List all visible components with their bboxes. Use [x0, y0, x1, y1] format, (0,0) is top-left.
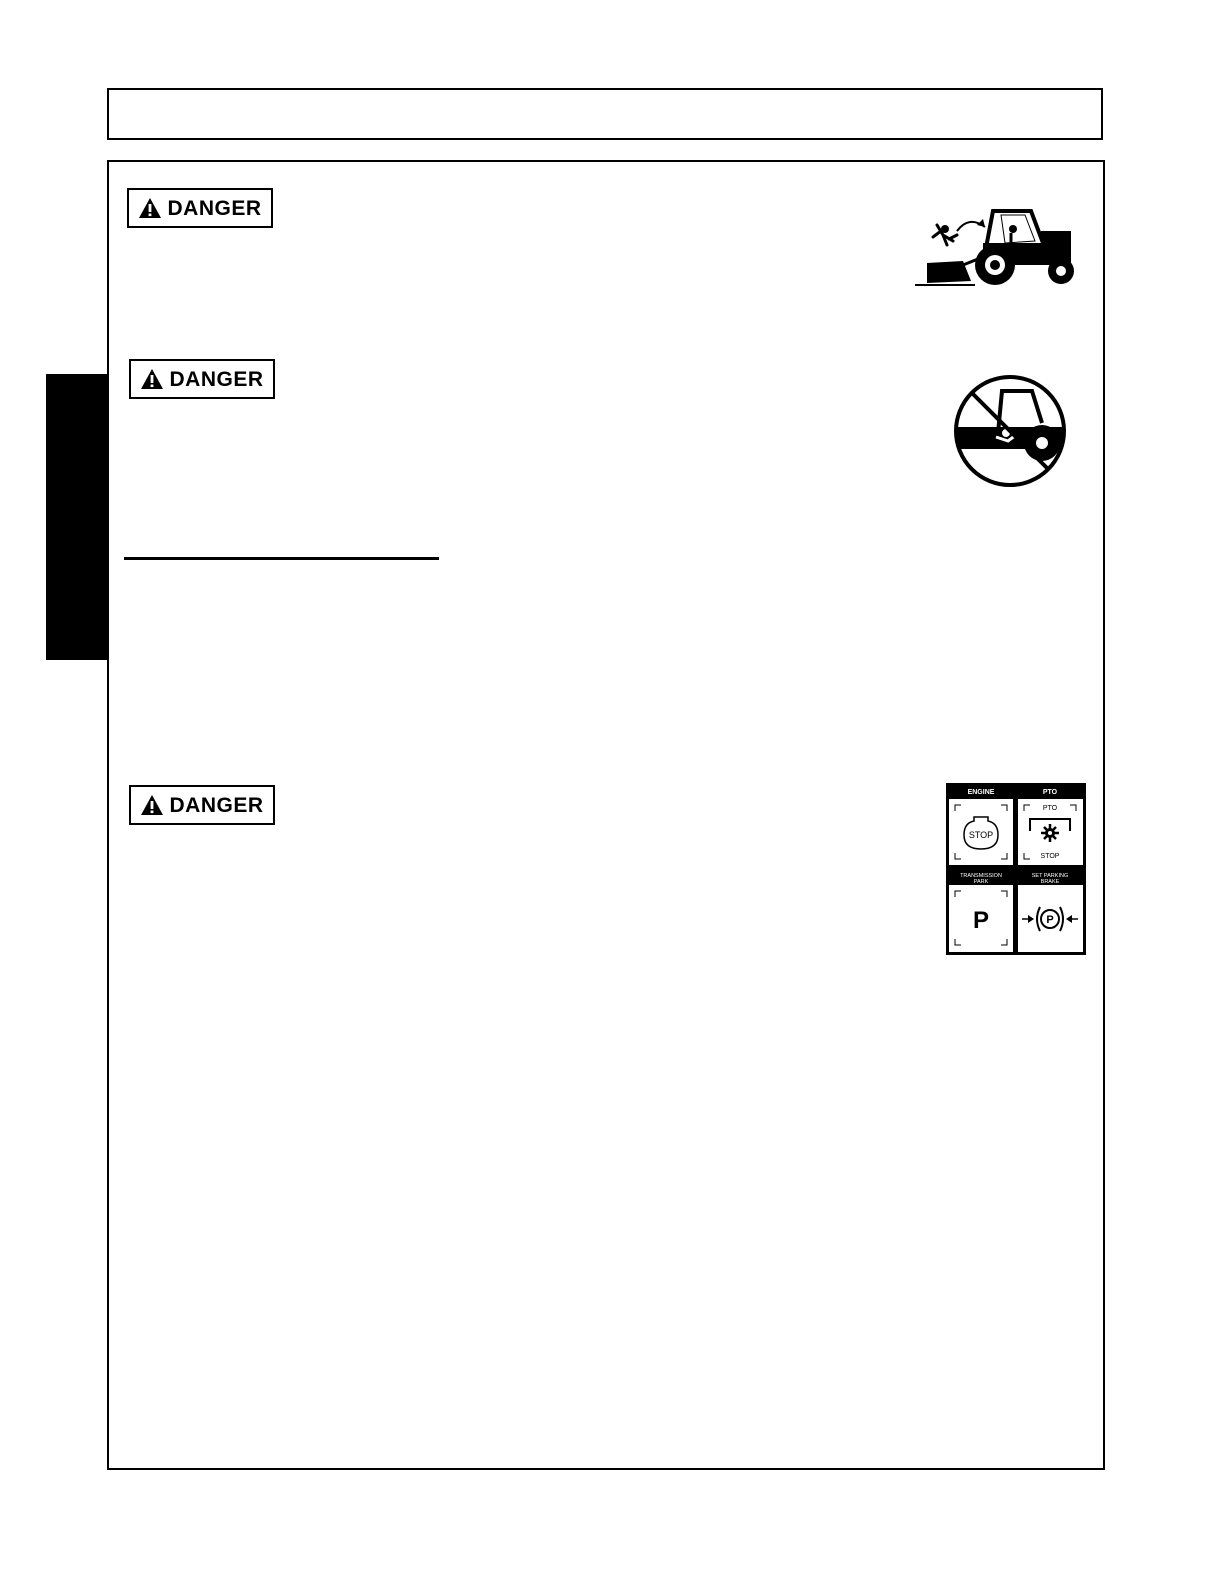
pto-bottom-label: STOP: [1040, 853, 1060, 860]
engine-heading: ENGINE: [967, 789, 995, 796]
danger-word: DANGER: [169, 367, 264, 391]
transmission-heading-line2: PARK: [973, 879, 989, 885]
tractor-fall-hazard-icon: [913, 205, 1078, 289]
section-heading-rule: [124, 557, 439, 560]
warning-triangle-icon: [140, 368, 164, 390]
shutdown-procedure-panel: [946, 783, 1086, 955]
parking-brake-label: P: [1046, 914, 1054, 926]
no-riders-icon: [950, 371, 1070, 491]
parking-brake-heading-line1: SET PARKING: [1031, 873, 1069, 879]
engine-stop-label: STOP: [968, 830, 994, 840]
pto-heading: PTO: [1042, 789, 1058, 796]
warning-triangle-icon: [138, 197, 162, 219]
transmission-park-label: P: [972, 907, 990, 934]
danger-label-3: [129, 785, 275, 825]
pto-top-label: PTO: [1042, 805, 1058, 812]
warning-triangle-icon: [140, 794, 164, 816]
danger-word: DANGER: [169, 793, 264, 817]
danger-label-2: [129, 359, 275, 399]
parking-brake-heading-line2: BRAKE: [1040, 879, 1060, 885]
danger-label-1: [127, 188, 273, 228]
section-side-tab: [46, 374, 107, 660]
page-header-box: [107, 88, 1103, 140]
danger-word: DANGER: [167, 196, 262, 220]
transmission-heading-line1: TRANSMISSION: [960, 873, 1002, 879]
